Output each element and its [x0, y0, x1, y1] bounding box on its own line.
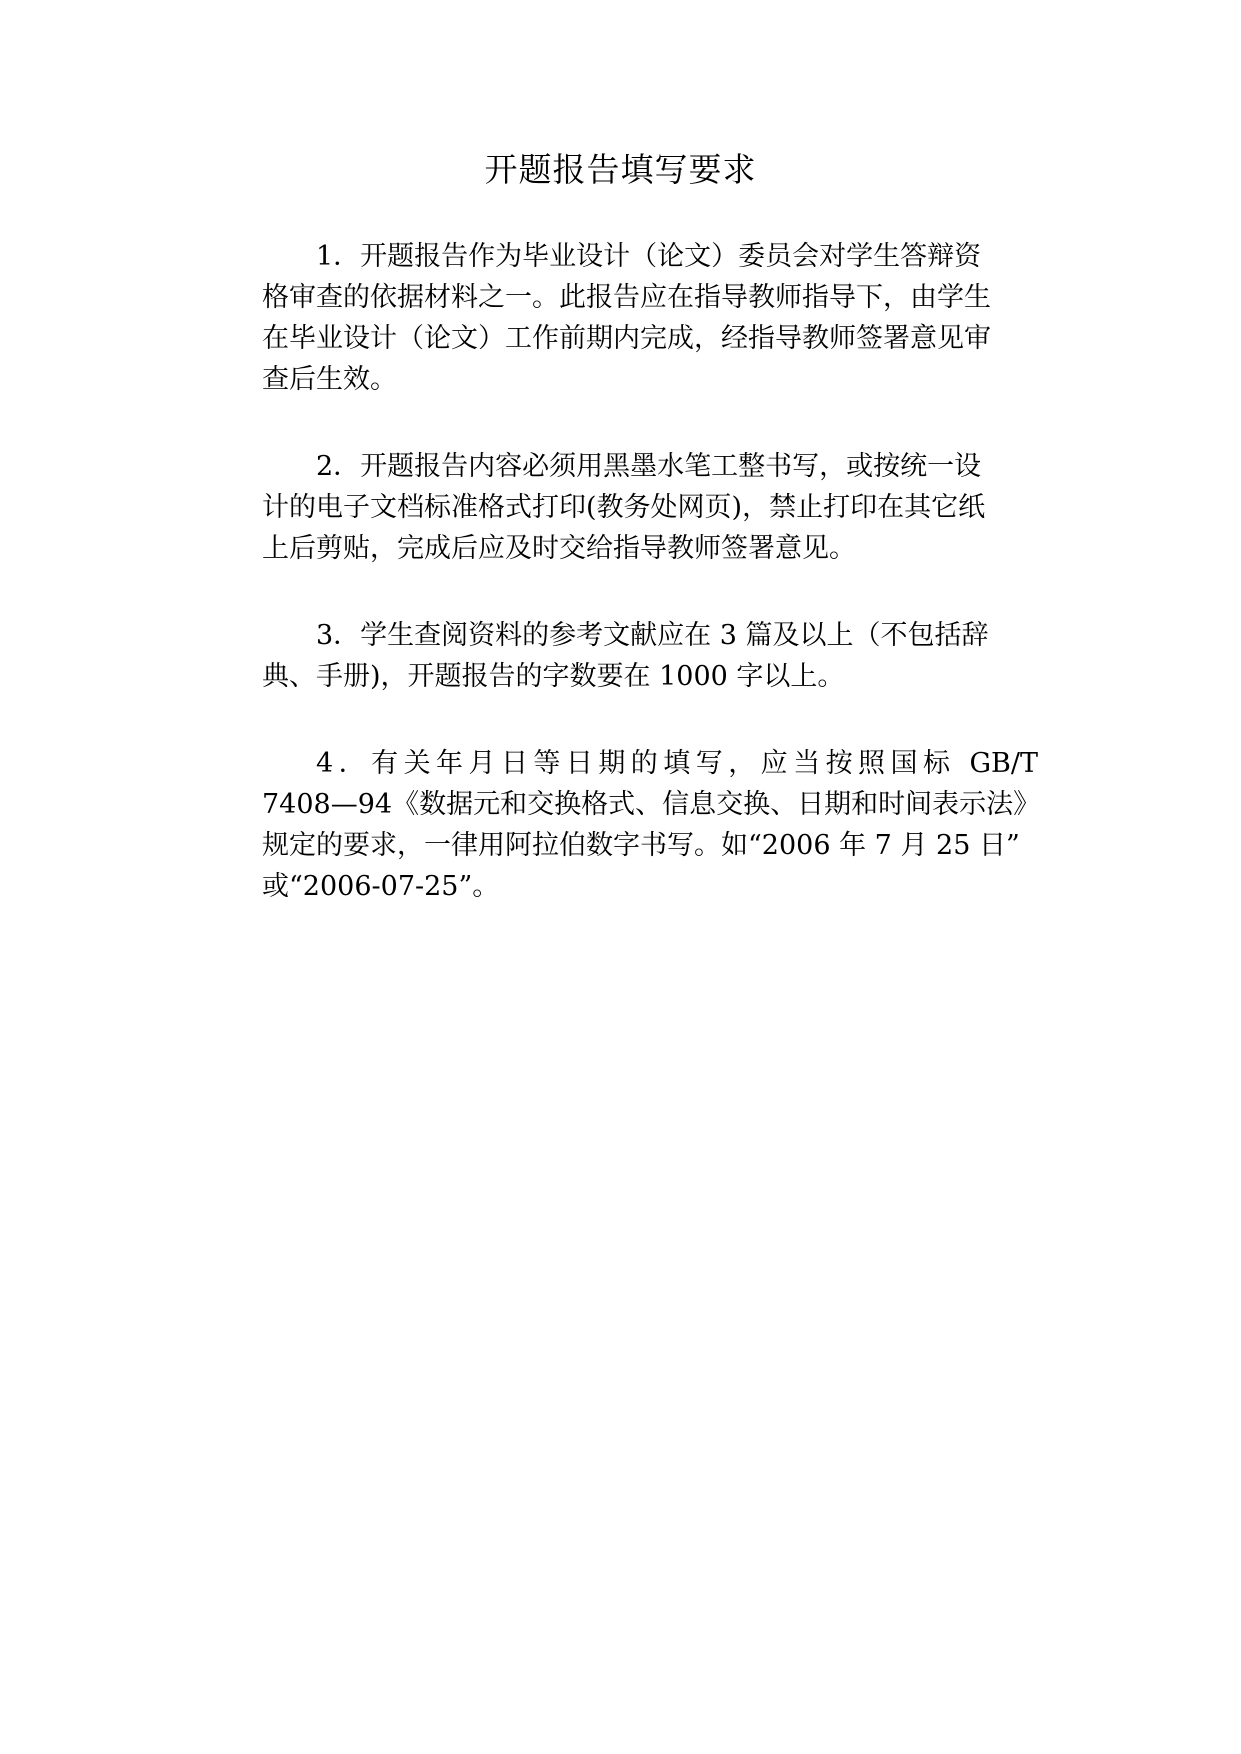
paragraph-line: 2．开题报告内容必须用黑墨水笔工整书写，或按统一设: [316, 451, 982, 482]
paragraph-line: 3．学生查阅资料的参考文献应在 3 篇及以上（不包括辞: [316, 620, 989, 651]
paragraph-line: 查后生效。: [262, 364, 397, 395]
paragraph-line: 4．有关年月日等日期的填写，应当按照国标 GB/T: [316, 748, 1038, 779]
paragraph-line: 上后剪贴，完成后应及时交给指导教师签署意见。: [262, 533, 856, 564]
paragraph-line: 计的电子文档标准格式打印(教务处网页)，禁止打印在其它纸: [262, 492, 986, 523]
page-title: 开题报告填写要求: [484, 150, 757, 189]
paragraph-line: 1．开题报告作为毕业设计（论文）委员会对学生答辩资: [316, 241, 982, 272]
document-body: [262, 236, 1041, 907]
paragraph-line: 在毕业设计（论文）工作前期内完成，经指导教师签署意见审: [262, 323, 991, 354]
paragraph-2: [262, 446, 1038, 569]
paragraph-line: 规定的要求，一律用阿拉伯数字书写。如“2006 年 7 月 25 日”: [262, 830, 1020, 861]
paragraph-4: [262, 743, 1041, 907]
paragraph-line: 7408—94《数据元和交换格式、信息交换、日期和时间表示法》: [262, 789, 1041, 820]
paragraph-line: 或“2006-07-25”。: [262, 871, 500, 902]
paragraph-1: [262, 236, 1038, 400]
paragraph-line: 格审查的依据材料之一。此报告应在指导教师指导下，由学生: [262, 282, 991, 313]
paragraph-3: [262, 615, 1038, 697]
paragraph-line: 典、手册)，开题报告的字数要在 1000 字以上。: [262, 661, 845, 692]
